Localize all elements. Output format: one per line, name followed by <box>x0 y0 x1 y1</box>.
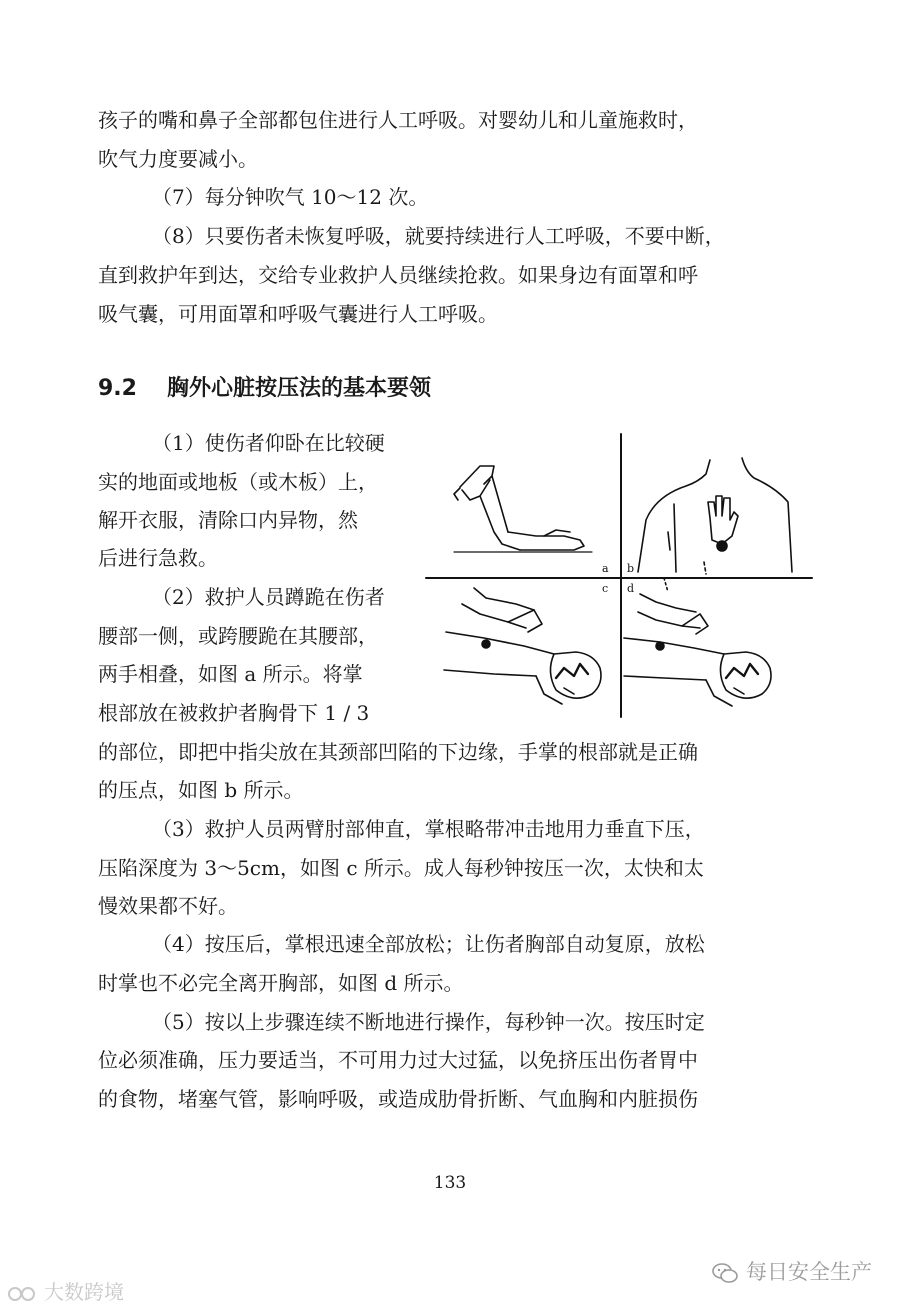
paragraph-line: 位必须准确，压力要适当，不可用力过大过猛，以免挤压出伤者胃中 <box>98 1048 698 1072</box>
wechat-icon <box>712 1262 738 1284</box>
paragraph-line: （7）每分钟吹气 10～12 次。 <box>152 185 429 209</box>
paragraph-line: 压陷深度为 3～5cm，如图 c 所示。成人每秒钟按压一次，太快和太 <box>98 856 704 880</box>
watermark-text: 每日安全生产 <box>746 1260 872 1284</box>
panel-d-label: d <box>627 582 635 595</box>
panel-b-label: b <box>627 562 635 575</box>
paragraph-line: （1）使伤者仰卧在比较硬 <box>152 431 385 455</box>
paragraph-line: 两手相叠，如图 a 所示。将掌 <box>98 662 363 686</box>
paragraph-line: 的压点，如图 b 所示。 <box>98 778 304 802</box>
page-number: 133 <box>433 1173 467 1193</box>
cpr-illustration <box>424 432 814 722</box>
paragraph-line: 的部位，即把中指尖放在其颈部凹陷的下边缘，手掌的根部就是正确 <box>98 740 698 764</box>
paragraph-line: 解开衣服，清除口内异物，然 <box>98 508 358 532</box>
paragraph-line: 孩子的嘴和鼻子全部都包住进行人工呼吸。对婴幼儿和儿童施救时， <box>98 108 698 132</box>
paragraph-line: 的食物，堵塞气管，影响呼吸，或造成肋骨折断、气血胸和内脏损伤 <box>98 1087 698 1111</box>
panel-d-release-icon <box>624 578 771 706</box>
paragraph-line: （8）只要伤者未恢复呼吸，就要持续进行人工呼吸，不要中断， <box>152 224 725 248</box>
paragraph-line: 慢效果都不好。 <box>98 894 238 918</box>
paragraph-line: （2）救护人员蹲跪在伤者 <box>152 585 385 609</box>
wechat-watermark <box>712 1256 872 1286</box>
paragraph-line: 腰部一侧，或跨腰跪在其腰部， <box>98 624 378 648</box>
paragraph-line: 时掌也不必完全离开胸部，如图 d 所示。 <box>98 971 464 995</box>
paragraph-line: 吸气囊，可用面罩和呼吸气囊进行人工呼吸。 <box>98 302 498 326</box>
panel-b-torso-icon <box>638 458 792 574</box>
panel-a-hand-icon <box>454 466 592 552</box>
source-watermark <box>6 1276 124 1305</box>
panel-c-label: c <box>602 582 609 595</box>
paragraph-line: （3）救护人员两臂肘部伸直，掌根略带冲击地用力垂直下压， <box>152 817 705 841</box>
section-heading <box>98 371 431 402</box>
panel-a-label: a <box>602 562 609 575</box>
logo-icon <box>6 1285 40 1303</box>
source-watermark-text: 大数跨境 <box>44 1280 124 1304</box>
paragraph-line: 直到救护年到达，交给专业救护人员继续抢救。如果身边有面罩和呼 <box>98 263 698 287</box>
paragraph-line: 后进行急救。 <box>98 546 218 570</box>
section-number: 9.2 <box>98 376 137 401</box>
paragraph-line: 吹气力度要减小。 <box>98 147 258 171</box>
paragraph-line: 根部放在被救护者胸骨下 1 / 3 <box>98 701 370 725</box>
paragraph-line: 实的地面或地板（或木板）上， <box>98 470 378 494</box>
paragraph-line: （5）按以上步骤连续不断地进行操作，每秒钟一次。按压时定 <box>152 1010 705 1034</box>
paragraph-line: （4）按压后，掌根迅速全部放松；让伤者胸部自动复原，放松 <box>152 932 705 956</box>
panel-c-compression-icon <box>444 588 601 704</box>
section-title: 胸外心脏按压法的基本要领 <box>166 376 431 401</box>
